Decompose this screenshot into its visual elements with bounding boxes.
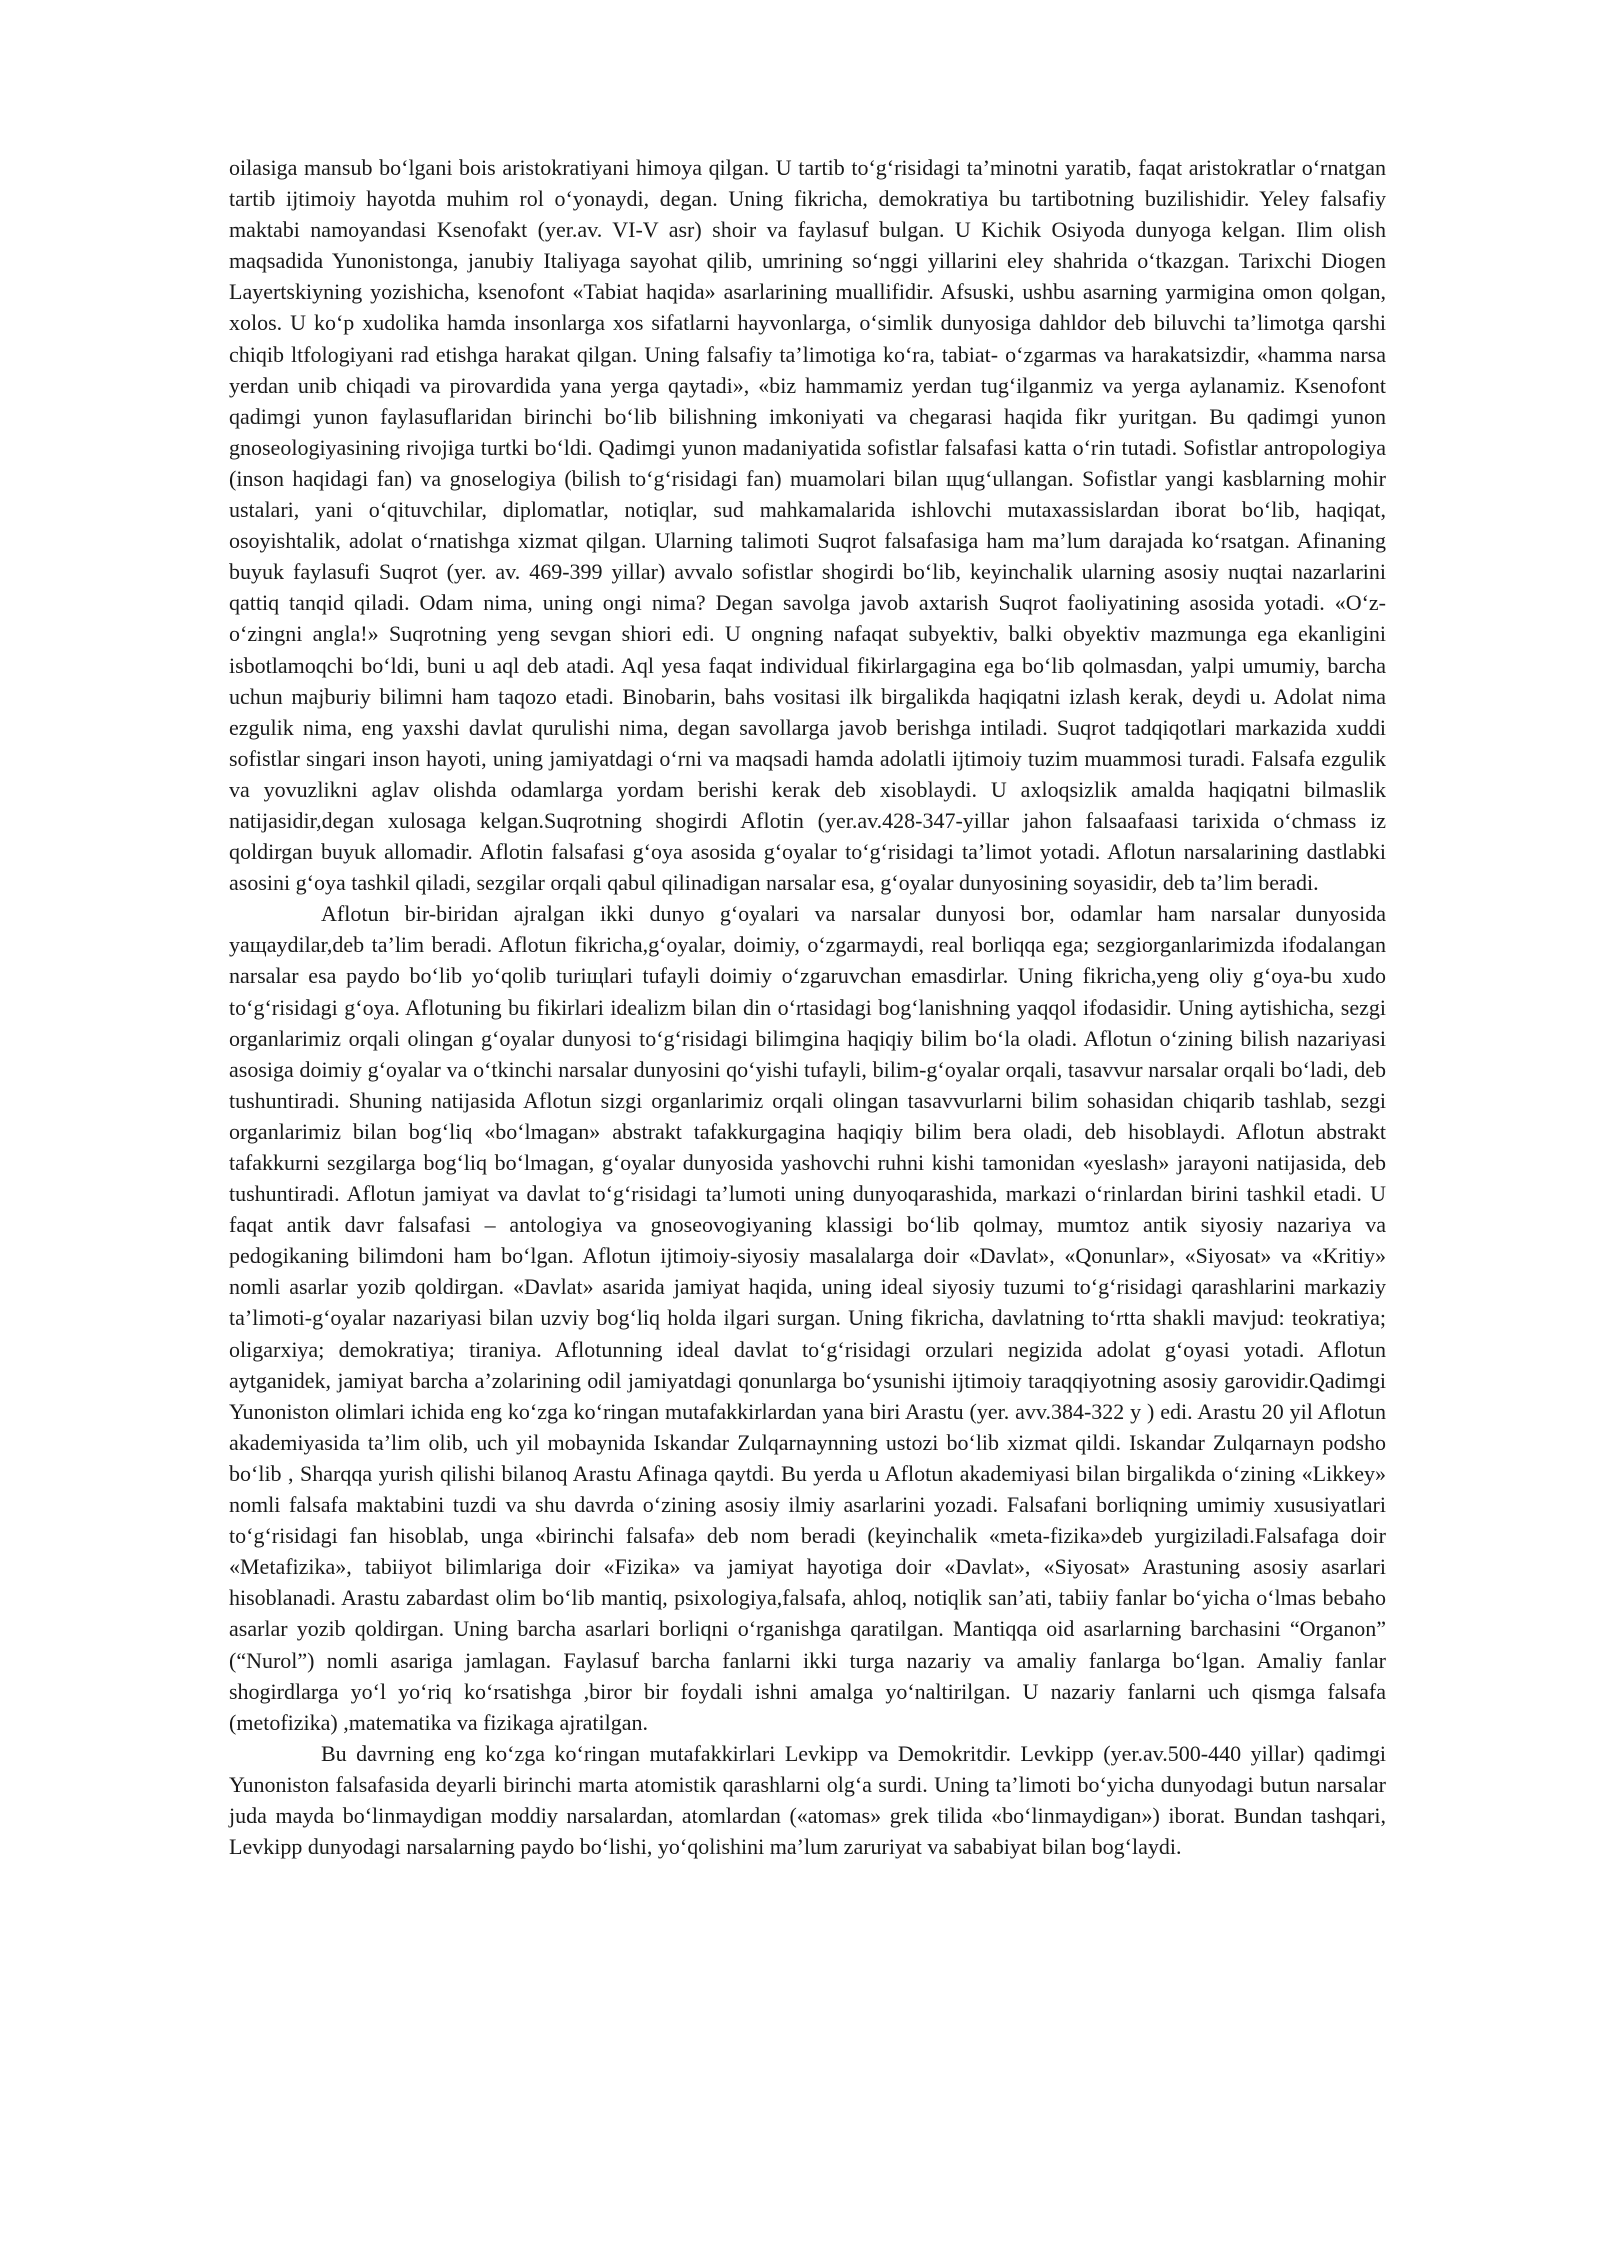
paragraph-2: Aflotun bir-biridan ajralgan ikki dunyo g‘oyalari va narsalar dunyosi bor, odamlar ham narsalar dunyosida yaщaydilar,deb ta’lim beradi. Aflotun fikricha,g‘oyalar, doimiy, o‘zgarmaydi, real borliqqa ega; sezgiorganlarimizda ifodalangan narsalar esa paydo bo‘lib yo‘qolib turiщlari tufayli doimiy o‘zgaruvchan emasdirlar. Uning fikricha,yeng oliy g‘oya-bu xudo to‘g‘risidagi g‘oya. Aflotuning bu fikirlari idealizm bilan din o‘rtasidagi bog‘lanishning yaqqol ifodasidir. Uning aytishicha, sezgi organlarimiz orqali olingan g‘oyalar dunyosi to‘g‘risidagi bilimgina haqiqiy bilim bo‘la oladi. Aflotun o‘zining bilish nazariyasi asosiga doimiy g‘oyalar va o‘tkinchi narsalar dunyosini qo‘yishi tufayli, bilim-g‘oyalar orqali, tasavvur narsalar orqali bo‘ladi, deb tushuntiradi. Shuning natijasida Aflotun sizgi organlarimiz orqali olingan tasavvurlarni bilim sohasidan chiqarib tashlab, sezgi organlarimiz bilan bog‘liq «bo‘lmagan» abstrakt tafakkurgagina haqiqiy bilim bera oladi, deb hisoblaydi. Aflotun abstrakt tafakkurni sezgilarga bog‘liq bo‘lmagan, g‘oyalar dunyosida yashovchi ruhni kishi tamonidan «yeslash» jarayoni natijasida, deb tushuntiradi. Aflotun jamiyat va davlat to‘g‘risidagi ta’lumoti uning dunyoqarashida, markazi o‘rinlardan birini tashkil etadi. U faqat antik davr falsafasi – antologiya va gnoseovogiyaning klassigi bo‘lib qolmay, mumtoz antik siyosiy nazariya va pedogikaning bilimdoni ham bo‘lgan. Aflotun ijtimoiy-siyosiy masalalarga doir «Davlat», «Qonunlar», «Siyosat» va «Kritiy» nomli asarlar yozib qoldirgan. «Davlat» asarida jamiyat haqida, uning ideal siyosiy tuzumi to‘g‘risidagi qarashlarini markaziy ta’limoti-g‘oyalar nazariyasi bilan uzviy bog‘liq holda ilgari surgan. Uning fikricha, davlatning to‘rtta shakli mavjud: teokratiya; oligarxiya; demokratiya; tiraniya. Aflotunning ideal davlat to‘g‘risidagi orzulari negizida adolat g‘oyasi yotadi. Aflotun aytganidek, jamiyat barcha a’zolarining odil jamiyatdagi qonunlarga bo‘ysunishi ijtimoiy taraqqiyotning asosiy garovidir.Qadimgi Yunoniston olimlari ichida eng ko‘zga ko‘ringan mutafakkirlardan yana biri Arastu (yer. avv.384-322 y ) edi. Arastu 20 yil Aflotun akademiyasida ta’lim olib, uch yil mobaynida Iskandar Zulqarnaynning ustozi bo‘lib xizmat qildi. Iskandar Zulqarnayn podsho bo‘lib , Sharqqa yurish qilishi bilanoq Arastu Afinaga qaytdi. Bu yerda u Aflotun akademiyasi bilan birgalikda o‘zining «Likkey» nomli falsafa maktabini tuzdi va shu davrda o‘zining asosiy ilmiy asarlarini yozadi. Falsafani borliqning umimiy xususiyatlari to‘g‘risidagi fan hisoblab, unga «birinchi falsafa» deb nom beradi (keyinchalik «meta-fizika»deb yurgiziladi.Falsafaga doir «Metafizika», tabiiyot bilimlariga doir «Fizika» va jamiyat hayotiga doir «Davlat», «Siyosat» Arastuning asosiy asarlari hisoblanadi. Arastu zabardast olim bo‘lib mantiq, psixologiya,falsafa, ahloq, notiqlik san’ati, tabiiy fanlar bo‘yicha o‘lmas bebaho asarlar yozib qoldirgan. Uning barcha asarlari borliqni o‘rganishga qaratilgan. Mantiqqa oid asarlarning barchasini “Organon” (“Nurol”) nomli asariga jamlagan. Faylasuf barcha fanlarni ikki turga nazariy va amaliy fanlarga bo‘lgan. Amaliy fanlar shogirdlarga yo‘l yo‘riq ko‘rsatishga ,biror bir foydali ishni amalga yo‘naltirilgan. U nazariy fanlarni uch qismga falsafa (metofizika) ,matematika va fizikaga ajratilgan. [229, 901, 1386, 1735]
document-page [229, 152, 1386, 1862]
paragraph-1: oilasiga mansub bo‘lgani bois aristokratiyani himoya qilgan. U tartib to‘g‘risidagi ta’minotni yaratib, faqat aristokratlar o‘rnatgan tartib ijtimoiy hayotda muhim rol o‘yonaydi, degan. Uning fikricha, demokratiya bu tartibotning buzilishidir. Yeley falsafiy maktabi namoyandasi Ksenofakt (yer.av. VI-V asr) shoir va faylasuf bulgan. U Kichik Osiyoda dunyoga kelgan. Ilim olish maqsadida Yunonistonga, janubiy Italiyaga sayohat qilib, umrining so‘nggi yillarini eley shahrida o‘tkazgan. Tarixchi Diogen Layertskiyning yozishicha, ksenofont «Tabiat haqida» asarlarining muallifidir. Afsuski, ushbu asarning yarmigina omon qolgan, xolos. U ko‘p xudolika hamda insonlarga xos sifatlarni hayvonlarga, o‘simlik dunyosiga dahldor deb biluvchi ta’limotga qarshi chiqib ltfologiyani rad etishga harakat qilgan. Uning falsafiy ta’limotiga ko‘ra, tabiat- o‘zgarmas va harakatsizdir, «hamma narsa yerdan unib chiqadi va pirovardida yana yerga qaytadi», «biz hammamiz yerdan tug‘ilganmiz va yerga aylanamiz. Ksenofont qadimgi yunon faylasuflaridan birinchi bo‘lib bilishning imkoniyati va chegarasi haqida fikr yuritgan. Bu qadimgi yunon gnoseologiyasining rivojiga turtki bo‘ldi. Qadimgi yunon madaniyatida sofistlar falsafasi katta o‘rin tutadi. Sofistlar antropologiya (inson haqidagi fan) va gnoselogiya (bilish to‘g‘risidagi fan) muamolari bilan щug‘ullangan. Sofistlar yangi kasblarning mohir ustalari, yani o‘qituvchilar, diplomatlar, notiqlar, sud mahkamalarida ishlovchi mutaxassislardan iborat bo‘lib, haqiqat, osoyishtalik, adolat o‘rnatishga xizmat qilgan. Ularning talimoti Suqrot falsafasiga ham ma’lum darajada ko‘rsatgan. Afinaning buyuk faylasufi Suqrot (yer. av. 469-399 yillar) avvalo sofistlar shogirdi bo‘lib, keyinchalik ularning asosiy nuqtai nazarlarini qattiq tanqid qiladi. Odam nima, uning ongi nima? Degan savolga javob axtarish Suqrot faoliyatining asosida yotadi. «O‘z-o‘zingni angla!» Suqrotning yeng sevgan shiori edi. U ongning nafaqat subyektiv, balki obyektiv mazmunga ega ekanligini isbotlamoqchi bo‘ldi, buni u aql deb atadi. Aql yesa faqat individual fikirlargagina ega bo‘lib qolmasdan, yalpi umumiy, barcha uchun majburiy bilimni ham taqozo etadi. Binobarin, bahs vositasi ilk birgalikda haqiqatni izlash kerak, deydi u. Adolat nima ezgulik nima, eng yaxshi davlat qurulishi nima, degan savollarga javob berishga intiladi. Suqrot tadqiqotlari markazida xuddi sofistlar singari inson hayoti, uning jamiyatdagi o‘rni va maqsadi hamda adolatli ijtimoiy tuzim muammosi turadi. Falsafa ezgulik va yovuzlikni aglav olishda odamlarga yordam berishi kerak deb xisoblaydi. U axloqsizlik amalda haqiqatni bilmaslik natijasidir,degan xulosaga kelgan.Suqrotning shogirdi Aflotin (yer.av.428-347-yillar jahon falsaafaasi tarixida o‘chmass iz qoldirgan buyuk allomadir. Aflotin falsafasi g‘oya asosida g‘oyalar to‘g‘risidagi ta’limot yotadi. Aflotun narsalarining dastlabki asosini g‘oya tashkil qiladi, sezgilar orqali qabul qilinadigan narsalar esa, g‘oyalar dunyosining soyasidir, deb ta’lim beradi. [229, 155, 1386, 896]
paragraph-3: Bu davrning eng ko‘zga ko‘ringan mutafakkirlari Levkipp va Demokritdir. Levkipp (yer.av.500-440 yillar) qadimgi Yunoniston falsafasida deyarli birinchi marta atomistik qarashlarni olg‘a surdi. Uning ta’limoti bo‘yicha dunyodagi butun narsalar juda mayda bo‘linmaydigan moddiy narsalardan, atomlardan («atomas» grek tilida «bo‘linmaydigan») iborat. Bundan tashqari, Levkipp dunyodagi narsalarning paydo bo‘lishi, yo‘qolishini ma’lum zaruriyat va sababiyat bilan bog‘laydi. [229, 1740, 1386, 1860]
